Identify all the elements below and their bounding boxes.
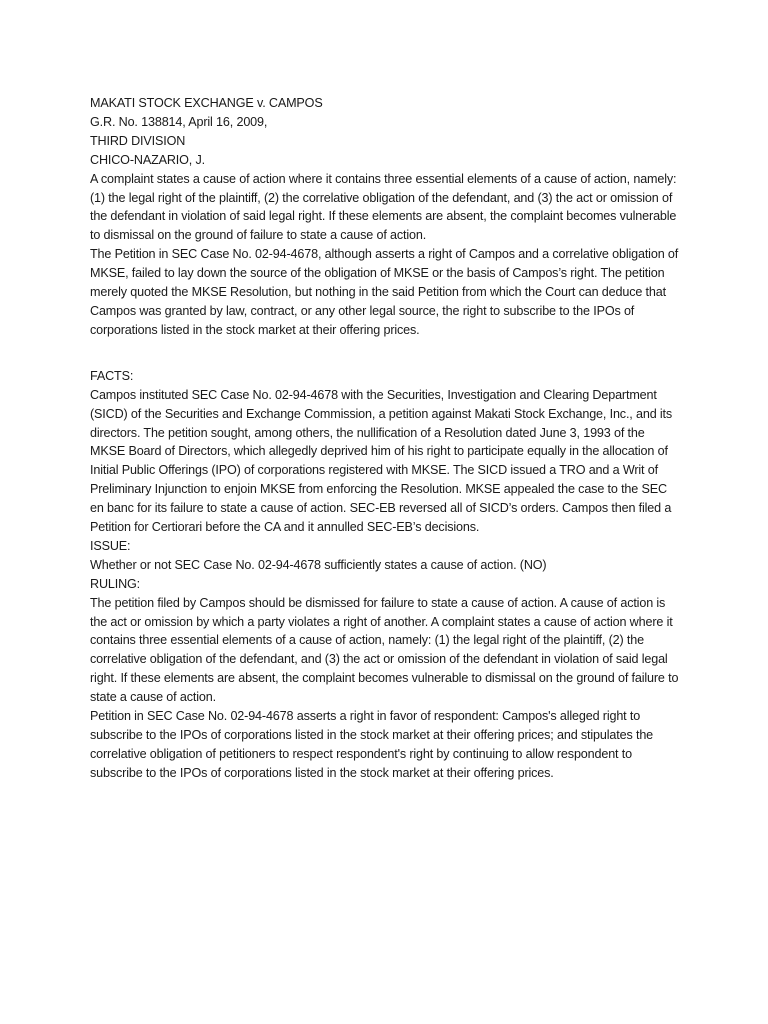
facts-paragraph: Campos instituted SEC Case No. 02-94-4678 with the Securities, Investigation and Clearing Department (SICD) of the Securities and Exchange Commission, a petition against Makati Stock Exchange, Inc., and its directors. The petition sought, among others, the nullification of a Resolution dated June 3, 1993 of the MKSE Board of Directors, which allegedly deprived him of his right to participate equally in the allocation of Initial Public Offerings (IPO) of corporations registered with MKSE. The SICD issued a TRO and a Writ of Preliminary Injunction to enjoin MKSE from enforcing the Resolution. MKSE appealed the case to the SEC en banc for its failure to state a cause of action. SEC-EB reversed all of SICD’s orders. Campos then filed a Petition for Certiorari before the CA and it annulled SEC-EB’s decisions.: [90, 387, 673, 535]
case-number: G.R. No. 138814, April 16, 2009,: [90, 114, 268, 129]
document-page: [90, 94, 680, 783]
ponente: CHICO-NAZARIO, J.: [90, 152, 205, 167]
issue-paragraph: Whether or not SEC Case No. 02-94-4678 sufficiently states a cause of action. (NO): [90, 557, 547, 572]
division: THIRD DIVISION: [90, 133, 186, 148]
ruling-paragraph-1: The petition filed by Campos should be dismissed for failure to state a cause of action. A cause of action is the act or omission by which a party violates a right of another. A complaint states a cause of action where it contains three essential elements of a cause of action, namely: (1) the legal right of the plaintiff, (2) the correlative obligation of the defendant, and (3) the act or omission of the defendant in violation of said legal right. If these elements are absent, the complaint becomes vulnerable to dismissal on the ground of failure to state a cause of action.: [90, 595, 679, 705]
facts-heading: FACTS:: [90, 368, 134, 383]
section-gap: [90, 340, 680, 367]
case-title: MAKATI STOCK EXCHANGE v. CAMPOS: [90, 96, 323, 110]
ruling-paragraph-2: Petition in SEC Case No. 02-94-4678 asserts a right in favor of respondent: Campos's alleged right to subscribe to the IPOs of corporations listed in the stock market at their offering prices; and stipulates the correlative obligation of petitioners to respect respondent's right by continuing to allow respondent to subscribe to the IPOs of corporations listed in the stock market at their offering prices.: [90, 709, 654, 780]
ruling-heading: RULING:: [90, 576, 141, 591]
doctrine-paragraph-2: The Petition in SEC Case No. 02-94-4678, although asserts a right of Campos and a correlative obligation of MKSE, failed to lay down the source of the obligation of MKSE or the basis of Campos’s right. The petition merely quoted the MKSE Resolution, but nothing in the said Petition from which the Court can deduce that Campos was granted by law, contract, or any other legal source, the right to subscribe to the IPOs of corporations listed in the stock market at their offering prices.: [90, 247, 679, 337]
issue-heading: ISSUE:: [90, 538, 131, 553]
doctrine-paragraph-1: A complaint states a cause of action where it contains three essential elements of a cause of action, namely: (1) the legal right of the plaintiff, (2) the correlative obligation of the defendant, and (3) the act or omission of the defendant in violation of said legal right. If these elements are absent, the complaint becomes vulnerable to dismissal on the ground of failure to state a cause of action.: [90, 171, 677, 243]
